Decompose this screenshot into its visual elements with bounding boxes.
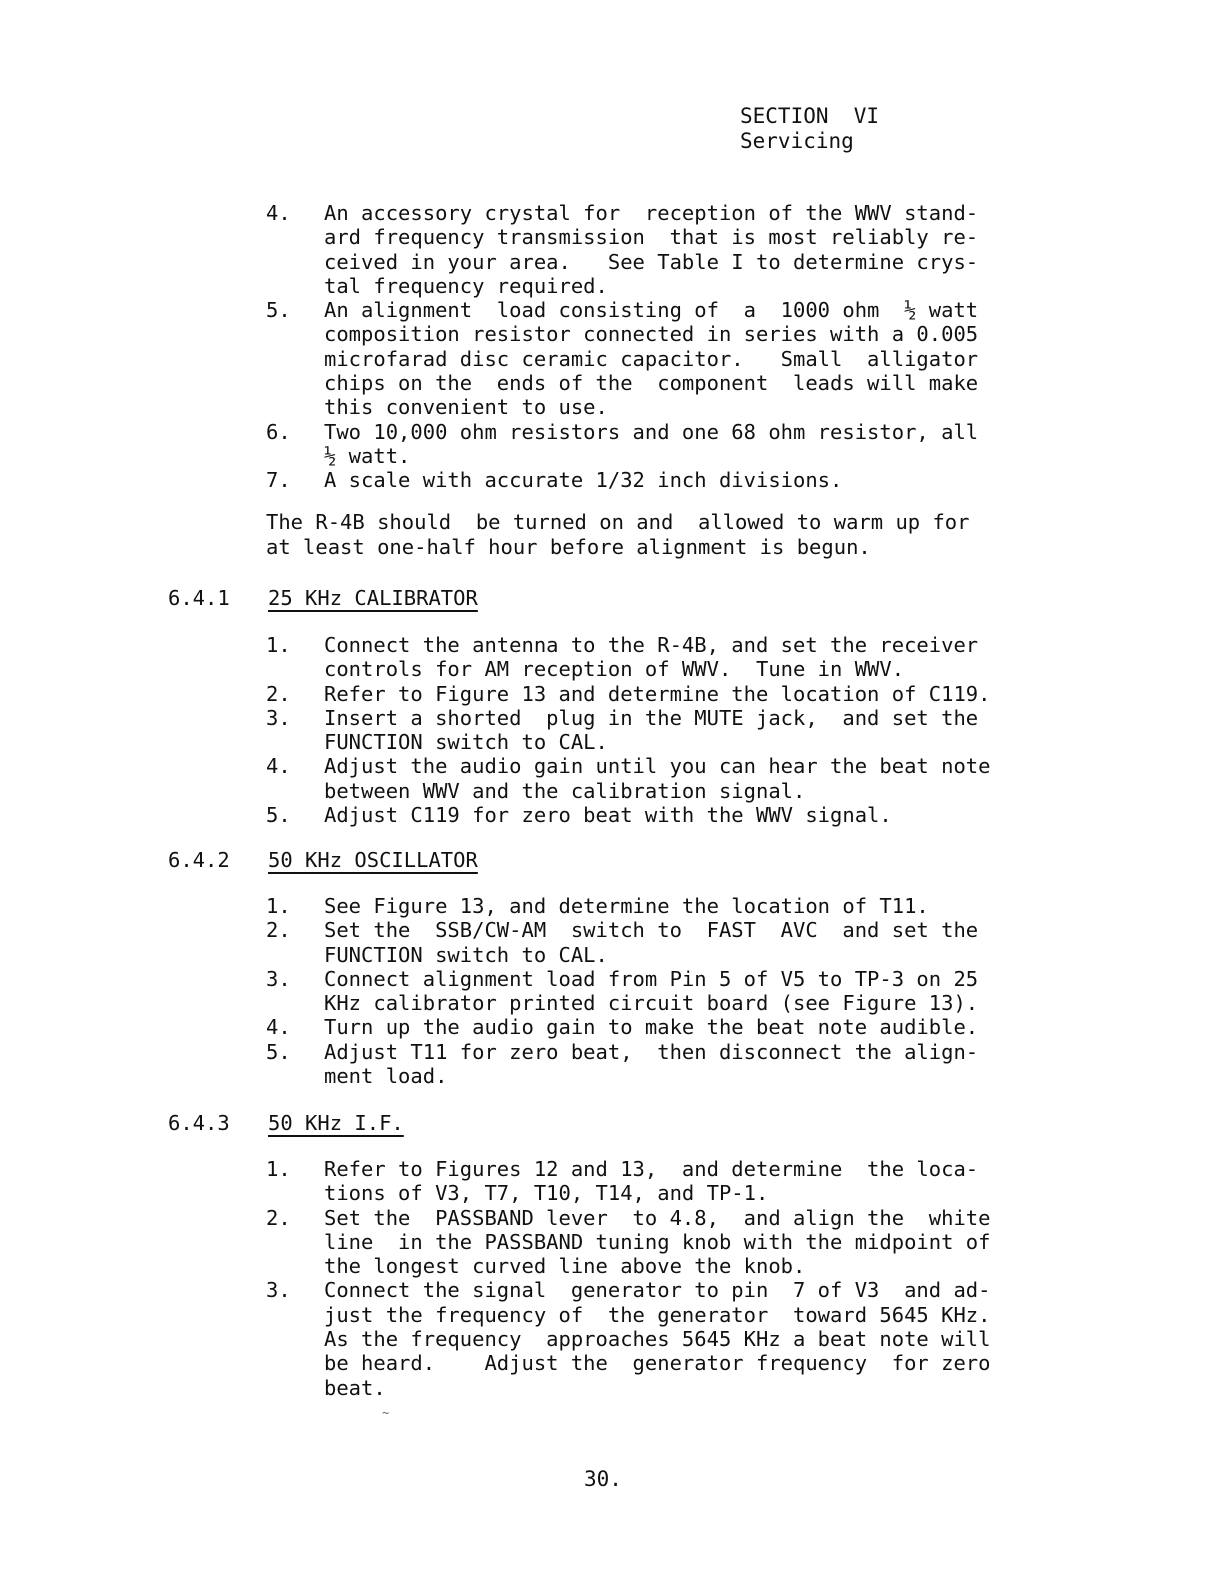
- item-text: [324, 918, 1106, 967]
- section-6-4-3-heading: [168, 1111, 404, 1136]
- item-line: just the frequency of the generator toward 5645 KHz.: [324, 1302, 991, 1327]
- item-line: An alignment load consisting of a 1000 ohm ½ watt: [324, 298, 979, 323]
- list-item: [266, 706, 1106, 755]
- section-title: 25 KHz CALIBRATOR: [268, 586, 478, 610]
- item-line: Refer to Figures 12 and 13, and determine the loca-: [324, 1157, 979, 1181]
- item-line: ceived in your area. See Table I to determine crys-: [324, 249, 979, 274]
- warmup-paragraph: The R-4B should be turned on and allowed to warm up for at least one-half hour before alignment is begun.: [266, 510, 970, 559]
- page-number: 30.: [584, 1467, 622, 1491]
- item-line: the longest curved line above the knob.: [324, 1254, 806, 1279]
- item-text: [324, 468, 1106, 492]
- item-line: tions of V3, T7, T10, T14, and TP-1.: [324, 1181, 769, 1206]
- item-text: [324, 420, 1106, 469]
- list-item: [266, 420, 1106, 469]
- item-line: Connect the antenna to the R-4B, and set the receiver: [324, 633, 979, 657]
- item-line: Connect the signal generator to pin 7 of V3 and ad-: [324, 1278, 991, 1303]
- item-number: 3.: [266, 1278, 291, 1303]
- item-number: 1.: [266, 894, 291, 918]
- item-line: controls for AM reception of WWV. Tune in WWV.: [324, 657, 905, 682]
- list-item: [266, 633, 1106, 682]
- section-header: [740, 104, 879, 154]
- list-item: [266, 682, 1106, 706]
- item-line: FUNCTION switch to CAL.: [324, 730, 608, 755]
- item-line: ment load.: [324, 1064, 448, 1089]
- item-line: KHz calibrator printed circuit board (see Figure 13).: [324, 991, 979, 1016]
- item-text: [324, 1015, 1106, 1039]
- section-6-4-1-steps: [266, 633, 1106, 827]
- item-number: 6.: [266, 419, 291, 444]
- section-label: SECTION VI: [740, 104, 880, 128]
- section-6-4-2-steps: [266, 894, 1106, 1088]
- section-number: 6.4.3: [168, 1111, 230, 1135]
- item-line: A scale with accurate 1/32 inch divisions.: [324, 468, 843, 493]
- item-line: be heard. Adjust the generator frequency for zero: [324, 1351, 991, 1376]
- item-number: 2.: [266, 1205, 291, 1230]
- item-number: 2.: [266, 918, 291, 943]
- item-text: [324, 201, 1106, 298]
- list-item: [266, 894, 1106, 918]
- item-number: 1.: [266, 633, 291, 657]
- item-line: FUNCTION switch to CAL.: [324, 942, 608, 967]
- item-text: [324, 894, 1106, 918]
- item-line: Turn up the audio gain to make the beat note audible.: [324, 1015, 979, 1040]
- item-line: Refer to Figure 13 and determine the location of C119.: [324, 681, 991, 706]
- item-text: [324, 1157, 1106, 1206]
- item-line: Adjust the audio gain until you can hear the beat note: [324, 754, 991, 779]
- list-item: [266, 468, 1106, 492]
- list-item: [266, 1157, 1106, 1206]
- item-line: Insert a shorted plug in the MUTE jack, and set the: [324, 705, 979, 730]
- item-number: 3.: [266, 705, 291, 730]
- list-item: [266, 918, 1106, 967]
- scan-smudge: ~: [382, 1406, 390, 1420]
- item-line: As the frequency approaches 5645 KHz a beat note will: [324, 1327, 991, 1352]
- item-line: Connect alignment load from Pin 5 of V5 to TP-3 on 25: [324, 966, 979, 991]
- section-subtitle: Servicing: [740, 129, 854, 153]
- item-number: 3.: [266, 966, 291, 991]
- item-line: ½ watt.: [324, 443, 411, 468]
- item-number: 4.: [266, 754, 291, 779]
- item-line: beat.: [324, 1375, 386, 1400]
- section-title: 50 KHz OSCILLATOR: [268, 848, 478, 872]
- item-line: tal frequency required.: [324, 273, 608, 298]
- list-item: [266, 754, 1106, 803]
- section-6-4-2-heading: [168, 848, 478, 873]
- item-line: chips on the ends of the component leads will make: [324, 371, 979, 396]
- item-line: Adjust C119 for zero beat with the WWV signal.: [324, 803, 892, 828]
- list-item: [266, 1278, 1106, 1399]
- item-text: [324, 1040, 1106, 1089]
- section-6-4-1-heading: [168, 586, 478, 611]
- item-line: ard frequency transmission that is most reliably re-: [324, 225, 979, 250]
- item-text: [324, 706, 1106, 755]
- item-line: See Figure 13, and determine the location of T11.: [324, 894, 929, 918]
- list-item: [266, 1015, 1106, 1039]
- item-line: line in the PASSBAND tuning knob with the midpoint of: [324, 1229, 991, 1254]
- list-item: [266, 201, 1106, 298]
- item-text: [324, 1206, 1106, 1279]
- item-number: 7.: [266, 468, 291, 493]
- item-line: An accessory crystal for reception of the WWV stand-: [324, 201, 979, 225]
- item-line: Set the PASSBAND lever to 4.8, and align the white: [324, 1205, 991, 1230]
- item-number: 1.: [266, 1157, 291, 1181]
- item-number: 2.: [266, 681, 291, 706]
- item-number: 4.: [266, 201, 291, 225]
- item-text: [324, 1278, 1106, 1399]
- item-line: Adjust T11 for zero beat, then disconnect the align-: [324, 1039, 979, 1064]
- list-item: [266, 967, 1106, 1016]
- list-item: [266, 803, 1106, 827]
- list-item: [266, 1206, 1106, 1279]
- item-line: microfarad disc ceramic capacitor. Small alligator: [324, 346, 979, 371]
- item-text: [324, 967, 1106, 1016]
- item-line: between WWV and the calibration signal.: [324, 778, 806, 803]
- section-number: 6.4.1: [168, 586, 230, 610]
- item-line: Two 10,000 ohm resistors and one 68 ohm resistor, all: [324, 419, 979, 444]
- list-item: [266, 298, 1106, 419]
- item-number: 5.: [266, 1039, 291, 1064]
- item-text: [324, 803, 1106, 827]
- item-text: [324, 298, 1106, 419]
- equipment-list: [266, 201, 1106, 493]
- item-number: 5.: [266, 298, 291, 323]
- item-line: this convenient to use.: [324, 395, 608, 420]
- list-item: [266, 1040, 1106, 1089]
- item-line: Set the SSB/CW-AM switch to FAST AVC and set the: [324, 918, 979, 943]
- item-text: [324, 682, 1106, 706]
- item-text: [324, 633, 1106, 682]
- section-6-4-3-steps: [266, 1157, 1106, 1400]
- section-number: 6.4.2: [168, 848, 230, 872]
- item-text: [324, 754, 1106, 803]
- item-number: 5.: [266, 803, 291, 828]
- item-line: composition resistor connected in series with a 0.005: [324, 322, 979, 347]
- item-number: 4.: [266, 1015, 291, 1040]
- section-title: 50 KHz I.F.: [268, 1111, 404, 1135]
